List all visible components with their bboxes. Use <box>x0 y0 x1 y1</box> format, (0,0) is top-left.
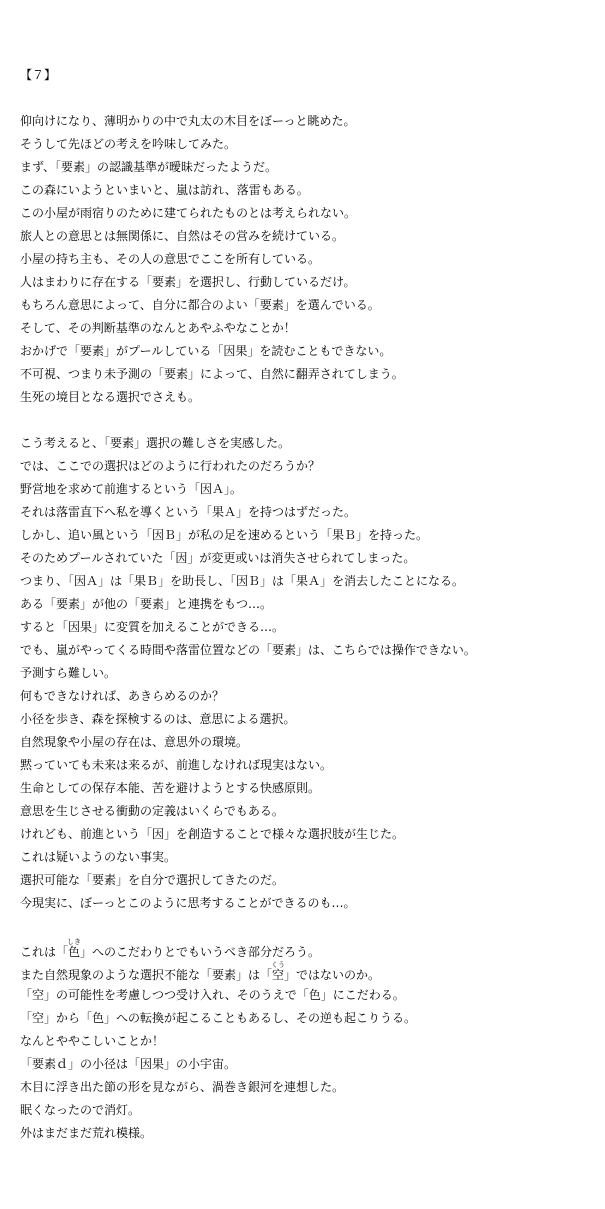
text-line <box>20 961 600 984</box>
text-segment: 」へのこだわりとでもいうべき部分だろう。 <box>80 945 321 959</box>
text-line: では、ここでの選択はどのように行われたのだろうか？ <box>20 459 321 473</box>
text-line: 人はまわりに存在する「要素」を選択し、行動しているだけ。 <box>20 275 356 289</box>
text-line: 「要素ｄ」の小径は「因果」の小宇宙。 <box>20 1057 237 1071</box>
text-line: 「空」の可能性を考慮しつつ受け入れ、そのうえで「色」にこだわる。 <box>20 988 405 1002</box>
text-line: これは疑いようのない事実。 <box>20 850 177 864</box>
ruby-annotation <box>67 938 82 959</box>
text-line: 今現実に、ぼーっとこのように思考することができるのも…。 <box>20 896 356 910</box>
text-line: 小径を歩き、森を探検するのは、意思による選択。 <box>20 712 296 726</box>
text-line: つまり、「因Ａ」は「果Ｂ」を助長し、「因Ｂ」は「果Ａ」を消去したことになる。 <box>20 574 465 588</box>
text-line: もちろん意思によって、自分に都合のよい「要素」を選んでいる。 <box>20 298 380 312</box>
text-line: 仰向けになり、薄明かりの中で丸太の木目をぼーっと眺めた。 <box>20 114 356 128</box>
paragraph <box>20 432 600 915</box>
text-line: 眠くなったので消灯。 <box>20 1103 141 1117</box>
text-segment: 」ではないのか。 <box>284 968 381 982</box>
text-line: この森にいようといまいと、嵐は訪れ、落雷もある。 <box>20 183 309 197</box>
text-line: まず、「要素」の認識基準が曖昧だったようだ。 <box>20 160 278 174</box>
text-line: おかげで「要素」がプールしている「因果」を読むこともできない。 <box>20 344 392 358</box>
text-line: 生命としての保存本能、苦を避けようとする快感原則。 <box>20 781 321 795</box>
text-line: すると「因果」に変質を加えることができる…。 <box>20 620 285 634</box>
text-line: 生死の境目となる選択でさえも。 <box>20 390 201 404</box>
text-line: なんとややこしいことか！ <box>20 1034 165 1048</box>
text-line: でも、嵐がやってくる時間や落雷位置などの「要素」は、こちらでは操作できない。 <box>20 643 476 657</box>
body-text <box>20 110 600 1145</box>
text-line: 野営地を求めて前進するという「因Ａ」。 <box>20 482 243 496</box>
text-line: 「空」から「色」への転換が起こることもあるし、その逆も起こりうる。 <box>20 1011 417 1025</box>
text-line: 自然現象や小屋の存在は、意思外の環境。 <box>20 735 249 749</box>
text-line: こう考えると、「要素」選択の難しさを実感した。 <box>20 436 291 450</box>
text-line: 不可視、つまり未予測の「要素」によって、自然に翻弄されてしまう。 <box>20 367 404 381</box>
text-line: そのためプールされていた「因」が変更或いは消失させられてしまった。 <box>20 551 416 565</box>
text-line: 旅人との意思とは無関係に、自然はその営みを続けている。 <box>20 229 345 243</box>
ruby-reading: くう <box>271 961 286 969</box>
text-line <box>20 938 600 961</box>
section-heading: 【７】 <box>20 68 57 82</box>
text-line: 外はまだまだ荒れ模様。 <box>20 1126 153 1140</box>
text-line: そうして先ほどの考えを吟味してみた。 <box>20 137 237 151</box>
paragraph <box>20 110 600 409</box>
ruby-annotation <box>271 961 286 982</box>
text-line: 木目に浮き出た節の形を見ながら、渦巻き銀河を連想した。 <box>20 1080 345 1094</box>
ruby-base: 空 <box>271 968 286 982</box>
paragraph <box>20 938 600 1145</box>
ruby-reading: しき <box>67 938 82 946</box>
text-line: 小屋の持ち主も、その人の意思でここを所有している。 <box>20 252 321 266</box>
text-line: 選択可能な「要素」を自分で選択してきたのだ。 <box>20 873 285 887</box>
text-line: 予測すら難しい。 <box>20 666 117 680</box>
text-line: 黙っていても未来は来るが、前進しなければ現実はない。 <box>20 758 333 772</box>
text-line: 何もできなければ、あきらめるのか？ <box>20 689 225 703</box>
text-line: けれども、前進という「因」を創造することで様々な選択肢が生じた。 <box>20 827 405 841</box>
text-line: この小屋が雨宿りのために建てられたものとは考えられない。 <box>20 206 357 220</box>
text-segment: これは「 <box>20 945 69 959</box>
text-line: それは落雷直下へ私を導くという「果Ａ」を持つはずだった。 <box>20 505 357 519</box>
document-page <box>20 64 600 1168</box>
ruby-base: 色 <box>67 945 82 959</box>
text-line: そして、その判断基準のなんとあやふやなことか！ <box>20 321 296 335</box>
text-line: しかし、追い風という「因Ｂ」が私の足を速めるという「果Ｂ」を持った。 <box>20 528 429 542</box>
text-line: 意思を生じさせる衝動の定義はいくらでもある。 <box>20 804 284 818</box>
text-segment: また自然現象のような選択不能な「要素」は「 <box>20 968 273 982</box>
text-line: ある「要素」が他の「要素」と連携をもつ…。 <box>20 597 273 611</box>
